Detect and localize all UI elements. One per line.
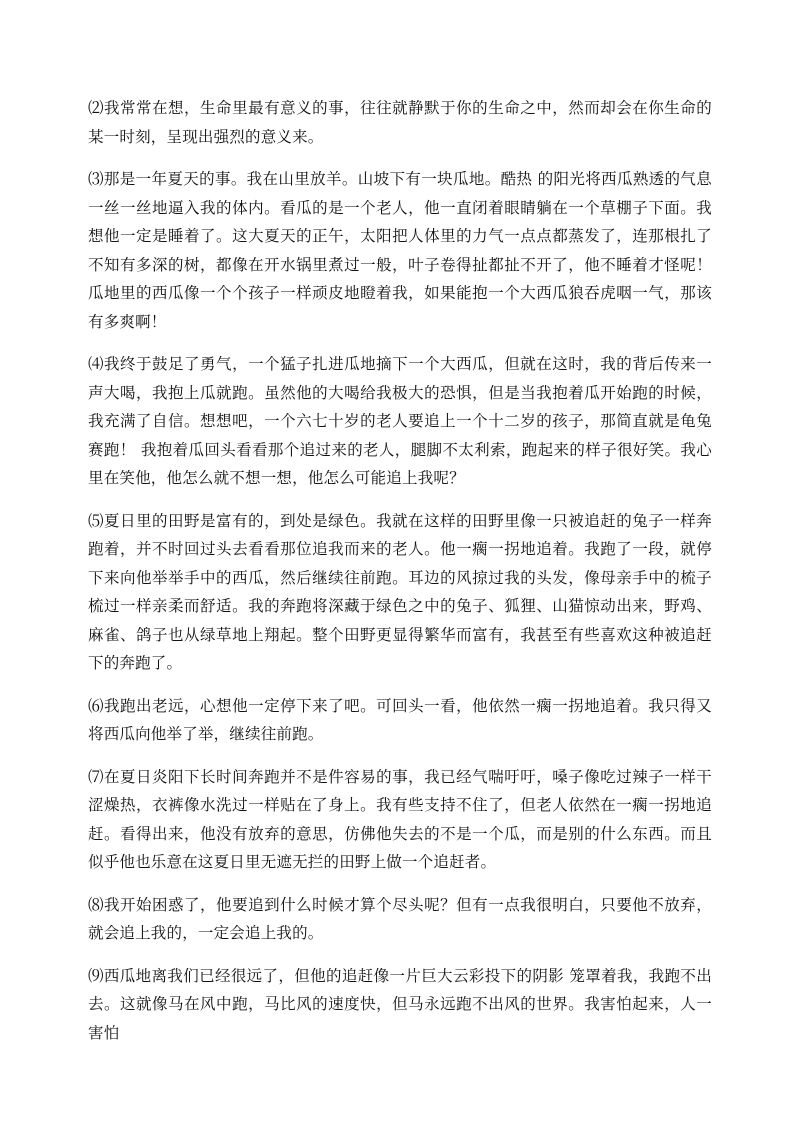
- paragraph-4: ⑷我终于鼓足了勇气，一个猛子扎进瓜地摘下一个大西瓜，但就在这时，我的背后传来一声大喝，我抱上瓜就跑。虽然他的大喝给我极大的恐惧，但是当我抱着瓜开始跑的时候，我充满了自信。想想吧，一个六七十岁的老人要追上一个十二岁的孩子，那简直就是龟兔赛跑！ 我抱着瓜回头看看那个追过来的老人，腿脚不太利索，跑起来的样子很好笑。我心里在笑他，他怎么就不想一想，他怎么可能追上我呢？: [88, 355, 712, 487]
- paragraph-6: ⑹我跑出老远，心想他一定停下来了吧。可回头一看，他依然一瘸一拐地追着。我只得又将西瓜向他举了举，继续往前跑。: [88, 696, 712, 743]
- paragraph-8: ⑻我开始困惑了，他要追到什么时候才算个尽头呢？但有一点我很明白，只要他不放弃，就会追上我的，一定会追上我的。: [88, 895, 712, 942]
- paragraph-2: ⑵我常常在想，生命里最有意义的事，往往就静默于你的生命之中，然而却会在你生命的某一时刻，呈现出强烈的意义来。: [88, 99, 712, 146]
- paragraph-3: ⑶那是一年夏天的事。我在山里放羊。山坡下有一块瓜地。酷热 的阳光将西瓜熟透的气息一丝一丝地逼入我的体内。看瓜的是一个老人，他一直闭着眼睛躺在一个草棚子下面。我想他一定是睡着了。这大夏天的正午，太阳把人体里的力气一点点都蒸发了，连那根扎了不知有多深的树，都像在开水锅里煮过一般，叶子卷得扯都扯不开了，他不睡着才怪呢！ 瓜地里的西瓜像一个个孩子一样顽皮地瞪着我，如果能抱一个大西瓜狼吞虎咽一气，那该有多爽啊！: [88, 170, 712, 331]
- paragraph-7: ⑺在夏日炎阳下长时间奔跑并不是件容易的事，我已经气喘吁吁，嗓子像吃过辣子一样干涩燥热，衣裤像水洗过一样贴在了身上。我有些支持不住了，但老人依然在一瘸一拐地追赶。看得出来，他没有放弃的意思，仿佛他失去的不是一个瓜，而是别的什么东西。而且似乎他也乐意在这夏日里无遮无拦的田野上做一个追赶者。: [88, 767, 712, 871]
- paragraph-9: ⑼西瓜地离我们已经很远了，但他的追赶像一片巨大云彩投下的阴影 笼罩着我，我跑不出去。这就像马在风中跑，马比风的速度快，但马永远跑不出风的世界。我害怕起来，人一害怕: [88, 966, 712, 1042]
- paragraph-5: ⑸夏日里的田野是富有的，到处是绿色。我就在这样的田野里像一只被追赶的兔子一样奔跑着，并不时回过头去看看那位追我而来的老人。他一瘸一拐地追着。我跑了一段，就停下来向他举举手中的西瓜，然后继续往前跑。耳边的风掠过我的头发，像母亲手中的梳子梳过一样亲柔而舒适。我的奔跑将深藏于绿色之中的兔子、狐狸、山猫惊动出来，野鸡、麻雀、鸽子也从绿草地上翔起。整个田野更显得繁华而富有，我甚至有些喜欢这种被追赶下的奔跑了。: [88, 511, 712, 672]
- document-page: [88, 94, 712, 1047]
